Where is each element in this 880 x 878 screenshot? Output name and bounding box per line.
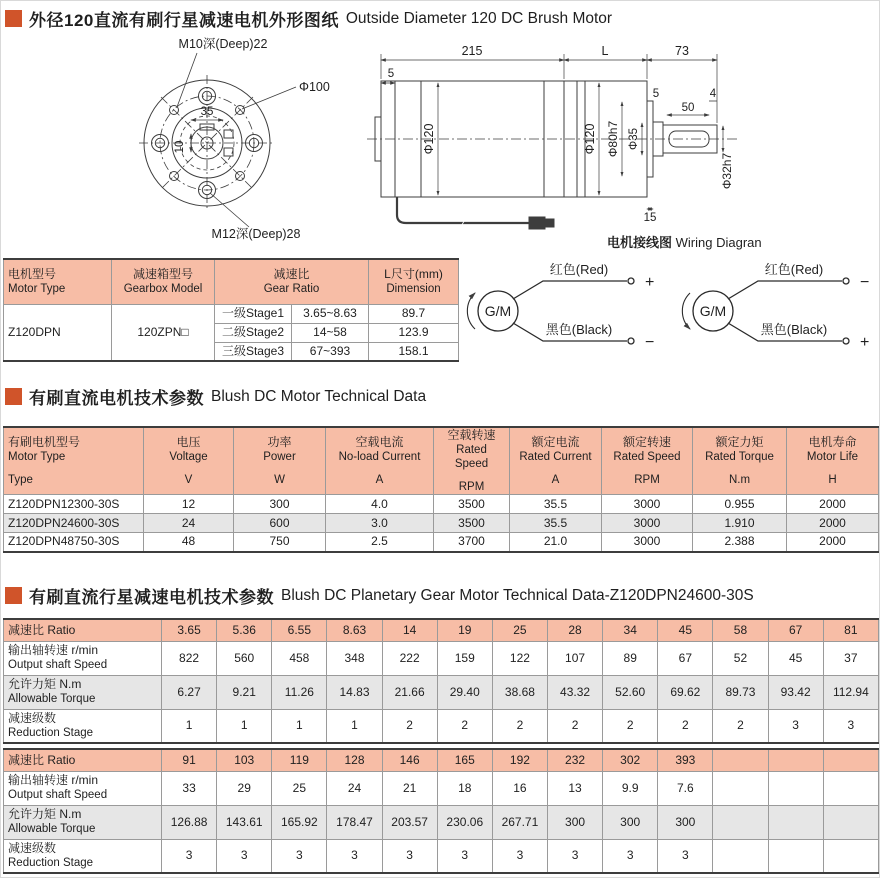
torque-row xyxy=(4,805,879,839)
cell: 122 xyxy=(492,641,547,675)
cell: 165.92 xyxy=(272,805,327,839)
th-unit: Type xyxy=(8,473,33,486)
wiring-right xyxy=(682,262,869,351)
th-l-dimension xyxy=(369,259,459,304)
wiring-diagram xyxy=(431,253,880,365)
th-en: Motor Type xyxy=(8,451,66,464)
th-ratio: 165 xyxy=(437,749,492,771)
dim-L: L xyxy=(601,44,609,58)
row-label-zh: 减速级数 xyxy=(8,841,57,856)
dim-10: 10 xyxy=(174,140,186,154)
cell: 3500 xyxy=(434,514,510,533)
th-ratio: 146 xyxy=(382,749,437,771)
section3-title-zh: 有刷直流行星减速电机技术参数 xyxy=(29,588,274,607)
dim-5-rear: 5 xyxy=(387,68,395,80)
cell: 3 xyxy=(437,839,492,873)
ratio-table-2 xyxy=(3,748,879,874)
dia-gearbox: Φ120 xyxy=(583,123,597,155)
cell: 3 xyxy=(327,839,382,873)
th-zh: 功率 xyxy=(267,435,292,450)
th-unit: RPM xyxy=(634,473,660,486)
black-wire-label: 黑色(Black) xyxy=(760,322,828,337)
ratio-header-row xyxy=(4,749,879,771)
cell: 3 xyxy=(658,839,713,873)
th-unit: A xyxy=(551,473,560,486)
side-view xyxy=(367,44,739,230)
cell: 16 xyxy=(492,771,547,805)
th-ratio: 103 xyxy=(217,749,272,771)
cell: 2 xyxy=(603,709,658,743)
table-row xyxy=(4,514,879,533)
cell xyxy=(768,771,823,805)
cell xyxy=(823,771,878,805)
th-ratio: 393 xyxy=(658,749,713,771)
right-red-sign: − xyxy=(860,274,870,291)
section1-title xyxy=(5,6,612,31)
section1-title-en: Outside Diameter 120 DC Brush Motor xyxy=(345,9,613,27)
cell: 4.0 xyxy=(326,495,434,514)
section2-title-en: Blush DC Motor Technical Data xyxy=(211,387,427,405)
row-label xyxy=(4,805,162,839)
cell: 13 xyxy=(547,771,602,805)
cell: 45 xyxy=(768,641,823,675)
th-en: Motor Life xyxy=(806,451,859,464)
cell: 0.955 xyxy=(693,495,787,514)
cell: 11.26 xyxy=(272,675,327,709)
row-label-zh: 允许力矩 N.m xyxy=(8,807,82,822)
cell: 43.32 xyxy=(547,675,602,709)
th-unit: W xyxy=(274,473,285,486)
th-ratio: 6.55 xyxy=(272,619,327,641)
right-black-sign: + xyxy=(860,334,870,351)
row-label xyxy=(4,675,162,709)
th-ratio: 19 xyxy=(437,619,492,641)
cell-stage: 一级Stage1 xyxy=(215,304,292,323)
cell: 3 xyxy=(823,709,878,743)
cell-ratio: 14~58 xyxy=(292,323,369,342)
ratio-table-1 xyxy=(3,618,879,744)
cell: 348 xyxy=(327,641,382,675)
dim-73: 73 xyxy=(675,44,689,58)
cell-l: 89.7 xyxy=(369,304,459,323)
th-en: Motor Type xyxy=(8,283,66,296)
row-label-en: Reduction Stage xyxy=(8,857,94,870)
row-label xyxy=(4,839,162,873)
th-en: Rated Speed xyxy=(454,444,489,471)
cell: 21 xyxy=(382,771,437,805)
cell: 52 xyxy=(713,641,768,675)
left-red-sign: + xyxy=(645,274,655,291)
cell-ratio: 3.65~8.63 xyxy=(292,304,369,323)
cell: 67 xyxy=(658,641,713,675)
cell: 159 xyxy=(437,641,492,675)
th-en: Power xyxy=(263,451,296,464)
cell: Z120DPN48750-30S xyxy=(4,533,144,552)
cell: 1 xyxy=(217,709,272,743)
row-label-en: Allowable Torque xyxy=(8,693,96,706)
cell: 1 xyxy=(272,709,327,743)
cell: 560 xyxy=(217,641,272,675)
th-zh: 电机寿命 xyxy=(808,435,857,450)
cell xyxy=(713,839,768,873)
section-bullet-icon xyxy=(5,388,22,405)
cell: 458 xyxy=(272,641,327,675)
dim-m12: M12深(Deep)28 xyxy=(211,227,301,241)
cell xyxy=(713,771,768,805)
cell: 300 xyxy=(234,495,326,514)
th-unit: N.m xyxy=(728,473,751,486)
table-row xyxy=(4,533,879,552)
cell: 3500 xyxy=(434,495,510,514)
cell: 222 xyxy=(382,641,437,675)
dia-shaft: Φ32h7 xyxy=(720,152,734,190)
th-zh: 电压 xyxy=(176,435,201,450)
cell: 52.60 xyxy=(603,675,658,709)
cell xyxy=(768,805,823,839)
th-unit: A xyxy=(375,473,384,486)
wiring-left xyxy=(467,262,654,351)
cell xyxy=(823,839,878,873)
cell: 2000 xyxy=(787,514,879,533)
th-ratio: 81 xyxy=(823,619,878,641)
cell: 3000 xyxy=(602,533,693,552)
cell: 112.94 xyxy=(823,675,878,709)
cell: 1 xyxy=(327,709,382,743)
wiring-title-en: Wiring Diagran xyxy=(675,235,762,250)
cell xyxy=(823,805,878,839)
cell: 2 xyxy=(437,709,492,743)
cell: 7.6 xyxy=(658,771,713,805)
cell: 3 xyxy=(162,839,217,873)
th-en: Gear Ratio xyxy=(263,283,320,296)
th-ratio: 232 xyxy=(547,749,602,771)
dia-spigot: Φ80h7 xyxy=(606,120,620,158)
cell: 2000 xyxy=(787,495,879,514)
row-label-en: Output shaft Speed xyxy=(8,659,108,672)
th-ratio: 8.63 xyxy=(327,619,382,641)
th-ratio: 25 xyxy=(492,619,547,641)
cell: 178.47 xyxy=(327,805,382,839)
cell: 3 xyxy=(217,839,272,873)
th-col0 xyxy=(4,427,144,495)
th-col2 xyxy=(234,427,326,495)
cell: 2.388 xyxy=(693,533,787,552)
cell: 48 xyxy=(144,533,234,552)
th-zh: 空载转速 xyxy=(447,428,496,442)
cell: 25 xyxy=(272,771,327,805)
row-label-zh: 允许力矩 N.m xyxy=(8,677,82,692)
th-zh: 减速比 xyxy=(273,267,310,282)
red-wire-label: 红色(Red) xyxy=(549,262,609,277)
th-zh: 减速箱型号 xyxy=(132,267,193,282)
cell: 3 xyxy=(603,839,658,873)
th-ratio: 91 xyxy=(162,749,217,771)
motor-label: G/M xyxy=(699,303,727,319)
row-label-en: Allowable Torque xyxy=(8,823,96,836)
th-col4 xyxy=(434,427,510,495)
cell: 21.66 xyxy=(382,675,437,709)
cell: 2 xyxy=(658,709,713,743)
table-row xyxy=(4,495,879,514)
section-bullet-icon xyxy=(5,10,22,27)
section2-title-zh: 有刷直流电机技术参数 xyxy=(29,389,204,408)
th-en: Rated Current xyxy=(519,451,592,464)
cell-l: 158.1 xyxy=(369,342,459,361)
th-ratio: 28 xyxy=(547,619,602,641)
th-ratio: 128 xyxy=(327,749,382,771)
dim-15: 15 xyxy=(643,212,657,224)
row-label xyxy=(4,641,162,675)
cell: 267.71 xyxy=(492,805,547,839)
section2-title xyxy=(5,384,426,409)
th-unit: H xyxy=(828,473,837,486)
cell: 3000 xyxy=(602,514,693,533)
cell: 89.73 xyxy=(713,675,768,709)
th-en: Gearbox Model xyxy=(123,283,203,296)
cell: 3700 xyxy=(434,533,510,552)
cell: 300 xyxy=(603,805,658,839)
row-label-en: Reduction Stage xyxy=(8,727,94,740)
dim-phi100: Φ100 xyxy=(299,80,330,94)
th-ratio: 192 xyxy=(492,749,547,771)
cell: 2000 xyxy=(787,533,879,552)
dia-motor: Φ120 xyxy=(422,123,436,155)
motor-technical-table xyxy=(3,426,879,553)
th-col6 xyxy=(602,427,693,495)
th-ratio: 302 xyxy=(603,749,658,771)
cell: 38.68 xyxy=(492,675,547,709)
cell-stage: 二级Stage2 xyxy=(215,323,292,342)
section1-title-zh: 外径120直流有刷行星减速电机外形图纸 xyxy=(29,11,339,30)
cell: 143.61 xyxy=(217,805,272,839)
cell: 37 xyxy=(823,641,878,675)
cell: 3 xyxy=(547,839,602,873)
cell: 2 xyxy=(492,709,547,743)
front-view xyxy=(139,37,330,241)
ratio-header-row xyxy=(4,619,879,641)
th-motor-type xyxy=(4,259,112,304)
th-unit: V xyxy=(184,473,193,486)
cell xyxy=(768,839,823,873)
th-ratio: 3.65 xyxy=(162,619,217,641)
cell: 14.83 xyxy=(327,675,382,709)
cell: 29.40 xyxy=(437,675,492,709)
cell: 2.5 xyxy=(326,533,434,552)
th-ratio: 5.36 xyxy=(217,619,272,641)
section3-title xyxy=(5,583,754,608)
th-en: Rated Torque xyxy=(705,451,774,464)
cell-stage: 三级Stage3 xyxy=(215,342,292,361)
row-label xyxy=(4,709,162,743)
row-label-zh: 输出轴转速 r/min xyxy=(8,643,99,658)
th-ratio-label: 减速比 Ratio xyxy=(4,749,162,771)
cell: 300 xyxy=(658,805,713,839)
cell: 300 xyxy=(547,805,602,839)
stage-row xyxy=(4,839,879,873)
engineering-drawing xyxy=(1,31,880,253)
cell: 3.0 xyxy=(326,514,434,533)
dia-boss: Φ35 xyxy=(628,128,640,150)
th-col1 xyxy=(144,427,234,495)
row-label-zh: 输出轴转速 r/min xyxy=(8,773,99,788)
speed-row xyxy=(4,771,879,805)
wiring-title-zh: 电机接线图 xyxy=(607,235,673,250)
th-zh: 额定转速 xyxy=(622,435,671,450)
dim-4: 4 xyxy=(709,88,717,100)
section3-title-en: Blush DC Planetary Gear Motor Technical Data-Z120DPN24600-30S xyxy=(281,586,754,604)
th-col5 xyxy=(510,427,602,495)
cell-ratio: 67~393 xyxy=(292,342,369,361)
cell: 93.42 xyxy=(768,675,823,709)
section-bullet-icon xyxy=(5,587,22,604)
cell-gearbox-model: 120ZPN□ xyxy=(112,304,215,361)
cell: 9.9 xyxy=(603,771,658,805)
cell: 230.06 xyxy=(437,805,492,839)
cell: 89 xyxy=(603,641,658,675)
cell: 107 xyxy=(547,641,602,675)
cell: 9.21 xyxy=(217,675,272,709)
cell: 21.0 xyxy=(510,533,602,552)
th-col7 xyxy=(693,427,787,495)
th-ratio: 119 xyxy=(272,749,327,771)
torque-row xyxy=(4,675,879,709)
cell: 24 xyxy=(144,514,234,533)
dim-5-spigot: 5 xyxy=(652,88,660,100)
cell: 3 xyxy=(768,709,823,743)
th-col3 xyxy=(326,427,434,495)
left-black-sign: − xyxy=(645,334,655,351)
th-col8 xyxy=(787,427,879,495)
th-ratio: 34 xyxy=(603,619,658,641)
th-ratio: 45 xyxy=(658,619,713,641)
cell: 750 xyxy=(234,533,326,552)
dim-m10: M10深(Deep)22 xyxy=(178,37,268,51)
cell: 18 xyxy=(437,771,492,805)
motor-label: G/M xyxy=(484,303,512,319)
cell: 6.27 xyxy=(162,675,217,709)
cell: Z120DPN12300-30S xyxy=(4,495,144,514)
th-zh: L尺寸(mm) xyxy=(384,267,443,282)
th-en: Dimension xyxy=(386,283,441,296)
cell: 3 xyxy=(272,839,327,873)
th-en: Rated Speed xyxy=(613,451,681,464)
th-en: Voltage xyxy=(169,451,208,464)
cell: 33 xyxy=(162,771,217,805)
th-ratio xyxy=(768,749,823,771)
dim-215: 215 xyxy=(461,44,483,58)
th-zh: 有刷电机型号 xyxy=(8,435,81,450)
th-ratio: 67 xyxy=(768,619,823,641)
cell: 69.62 xyxy=(658,675,713,709)
cell: 3000 xyxy=(602,495,693,514)
gear-ratio-table xyxy=(3,258,459,362)
th-ratio: 58 xyxy=(713,619,768,641)
cell: Z120DPN24600-30S xyxy=(4,514,144,533)
cell: 1 xyxy=(162,709,217,743)
cell: 2 xyxy=(547,709,602,743)
cell: 822 xyxy=(162,641,217,675)
cell-motor-type: Z120DPN xyxy=(4,304,112,361)
th-unit: RPM xyxy=(458,480,485,493)
th-gear-ratio xyxy=(215,259,369,304)
row-label xyxy=(4,771,162,805)
th-ratio: 14 xyxy=(382,619,437,641)
th-ratio xyxy=(823,749,878,771)
cell: 2 xyxy=(382,709,437,743)
cell: 600 xyxy=(234,514,326,533)
stage-row xyxy=(4,709,879,743)
cell: 35.5 xyxy=(510,514,602,533)
speed-row xyxy=(4,641,879,675)
cell: 35.5 xyxy=(510,495,602,514)
cell: 2 xyxy=(713,709,768,743)
th-zh: 额定力矩 xyxy=(715,435,764,450)
th-ratio xyxy=(713,749,768,771)
th-zh: 空载电流 xyxy=(355,435,404,450)
black-wire-label: 黑色(Black) xyxy=(545,322,613,337)
row-label-zh: 减速级数 xyxy=(8,711,57,726)
cell-l: 123.9 xyxy=(369,323,459,342)
th-zh: 额定电流 xyxy=(531,435,580,450)
red-wire-label: 红色(Red) xyxy=(764,262,824,277)
dim-35: 35 xyxy=(200,106,214,118)
cell: 29 xyxy=(217,771,272,805)
cell: 12 xyxy=(144,495,234,514)
cell: 3 xyxy=(492,839,547,873)
cell: 24 xyxy=(327,771,382,805)
wiring-diagram-title xyxy=(607,232,762,251)
cell xyxy=(713,805,768,839)
cell: 1.910 xyxy=(693,514,787,533)
th-ratio-label: 减速比 Ratio xyxy=(4,619,162,641)
th-gearbox-model xyxy=(112,259,215,304)
th-en: No-load Current xyxy=(338,451,421,464)
th-zh: 电机型号 xyxy=(8,267,57,282)
row-label-en: Output shaft Speed xyxy=(8,789,108,802)
cell: 126.88 xyxy=(162,805,217,839)
cell: 203.57 xyxy=(382,805,437,839)
cell: 3 xyxy=(382,839,437,873)
dim-50: 50 xyxy=(681,102,695,114)
